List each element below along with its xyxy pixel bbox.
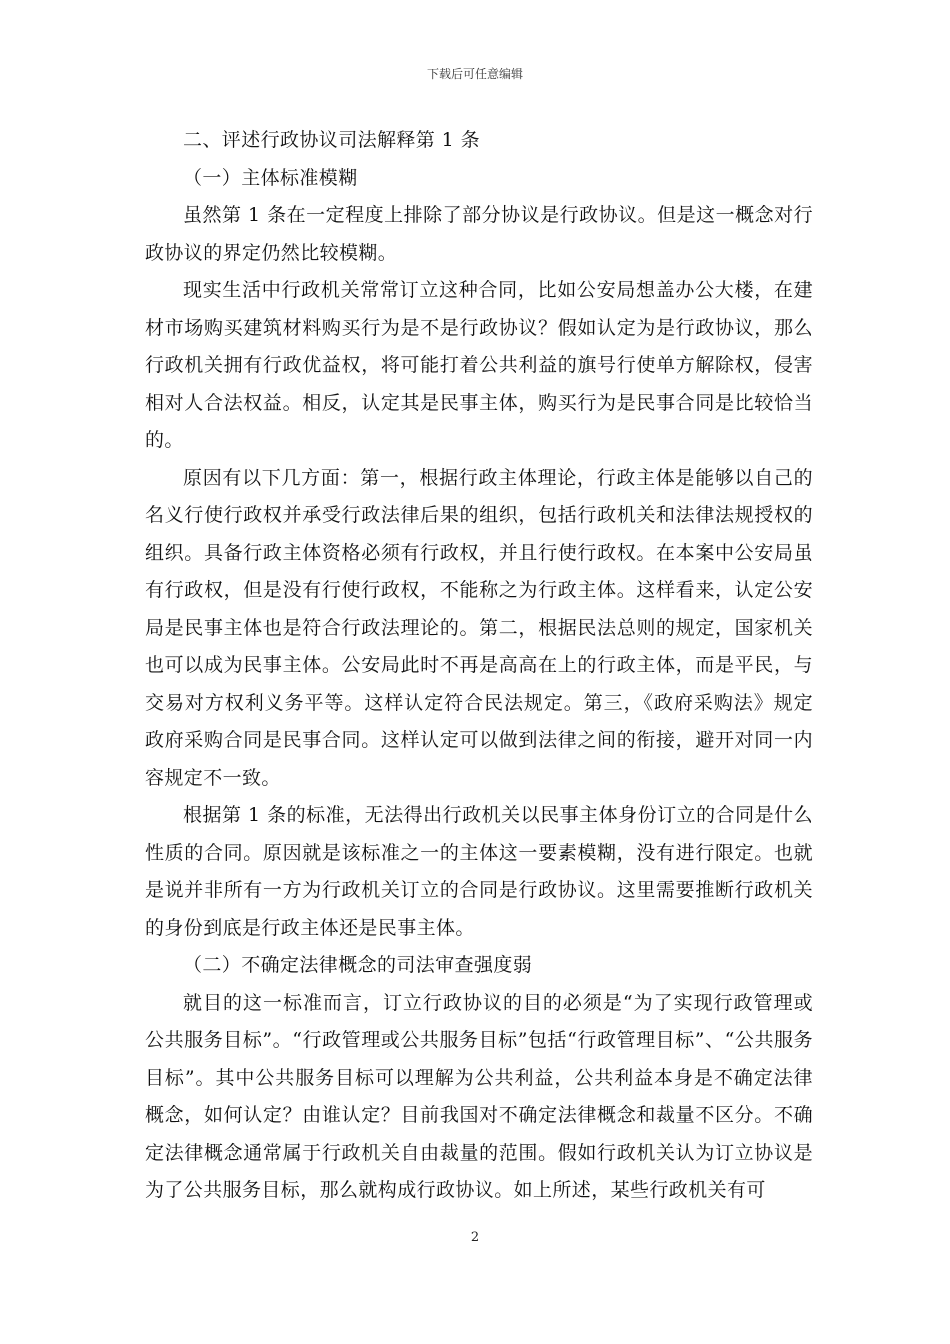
subsection-heading: （一）主体标准模糊 <box>183 166 358 189</box>
body-paragraph: 就目的这一标准而言，订立行政协议的目的必须是“为了实现行政管理或公共服务目标”。“行政管理或公共服务目标”包括“行政管理目标”、“公共服务目标”。其中公共服务目标可以理解为公共利益，公共利益本身是不确定法律概念，如何认定？由谁认定？目前我国对不确定法律概念和裁量不区分。不确定法律概念通常属于行政机关自由裁量的范围。假如行政机关认为订立协议是为了公共服务目标，那么就构成行政协议。如上所述，某些行政机关有可 <box>145 991 813 1201</box>
page-header: 下载后可任意编辑 <box>426 67 523 81</box>
subsection-heading: （二）不确定法律概念的司法审查强度弱 <box>183 954 533 976</box>
body-paragraph: 现实生活中行政机关常常订立这种合同，比如公安局想盖办公大楼，在建材市场购买建筑材料购买行为是不是行政协议？假如认定为是行政协议，那么行政机关拥有行政优益权，将可能打着公共利益的旗号行使单方解除权，侵害相对人合法权益。相反，认定其是民事主体，购买行为是民事合同是比较恰当的。 <box>145 279 813 451</box>
body-paragraph: 根据第 1 条的标准，无法得出行政机关以民事主体身份订立的合同是什么性质的合同。原因就是该标准之一的主体这一要素模糊，没有进行限定。也就是说并非所有一方为行政机关订立的合同是行政协议。这里需要推断行政机关的身份到底是行政主体还是民事主体。 <box>145 804 813 939</box>
page-number: 2 <box>470 1230 480 1245</box>
document-body <box>145 122 813 1210</box>
body-paragraph: 原因有以下几方面：第一，根据行政主体理论，行政主体是能够以自己的名义行使行政权并承受行政法律后果的组织，包括行政机关和法律法规授权的组织。具备行政主体资格必须有行政权，并且行使行政权。在本案中公安局虽有行政权，但是没有行使行政权，不能称之为行政主体。这样看来，认定公安局是民事主体也是符合行政法理论的。第二，根据民法总则的规定，国家机关也可以成为民事主体。公安局此时不再是高高在上的行政主体，而是平民，与交易对方权利义务平等。这样认定符合民法规定。第三，《政府采购法》规定政府采购合同是民事合同。这样认定可以做到法律之间的衔接，避开对同一内容规定不一致。 <box>145 466 813 789</box>
body-paragraph: 虽然第 1 条在一定程度上排除了部分协议是行政协议。但是这一概念对行政协议的界定仍然比较模糊。 <box>145 204 813 264</box>
section-heading: 二、评述行政协议司法解释第 1 条 <box>183 129 480 151</box>
